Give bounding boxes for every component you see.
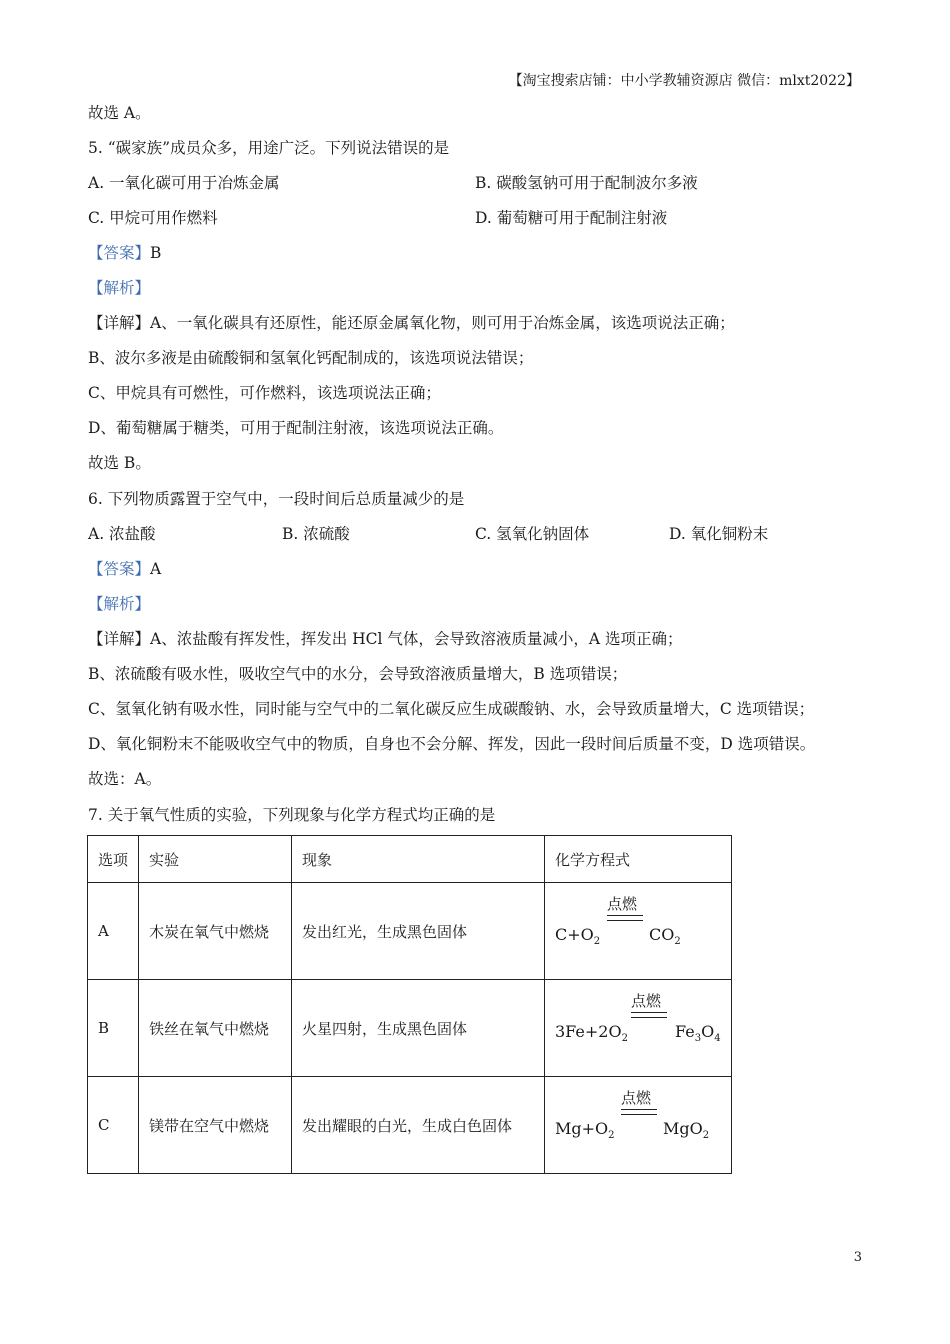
- answer-label: 【答案】: [88, 560, 151, 578]
- option-cell: C: [88, 1077, 139, 1174]
- q5-option-a: A. 一氧化碳可用于冶炼金属: [88, 174, 280, 192]
- table-header-row: [88, 836, 732, 883]
- equals-sign: [631, 1012, 667, 1018]
- table-row: [88, 980, 732, 1077]
- header-cell: 选项: [88, 836, 139, 883]
- q6-detail-2: B、浓硫酸有吸水性，吸收空气中的水分，会导致溶液质量增大，B 选项错误；: [88, 665, 628, 683]
- q6-detail-4: D、氧化铜粉末不能吸收空气中的物质，自身也不会分解、挥发，因此一段时间后质量不变，D 选项错误。: [88, 735, 816, 753]
- q5-detail-4: D、葡萄糖属于糖类，可用于配制注射液，该选项说法正确。: [88, 419, 504, 437]
- header-cell: 实验: [139, 836, 292, 883]
- phenomenon-cell: 发出耀眼的白光，生成白色固体: [292, 1077, 545, 1174]
- q6-answer: [88, 557, 161, 579]
- equals-sign: [621, 1109, 657, 1115]
- q6-detail-3: C、氢氧化钠有吸水性，同时能与空气中的二氧化碳反应生成碳酸钠、水，会导致质量增大，C 选项错误；: [88, 700, 815, 718]
- answer-label: 【答案】: [88, 244, 151, 262]
- q5-option-c: C. 甲烷可用作燃料: [88, 209, 218, 227]
- q5-detail-1: [88, 311, 735, 333]
- page-header: 【淘宝搜索店铺：中小学教辅资源店 微信：mlxt2022】: [508, 73, 860, 89]
- answer-value: A: [150, 560, 162, 578]
- reactants: $Mg+O_2$: [555, 1119, 615, 1142]
- detail-text: A、浓盐酸有挥发性，挥发出 HCl 气体，会导致溶液质量减小，A 选项正确；: [150, 630, 683, 648]
- q5-option-d: D. 葡萄糖可用于配制注射液: [475, 209, 668, 227]
- detail-label: 【详解】: [88, 630, 151, 648]
- reaction-condition: 点燃: [607, 895, 638, 913]
- q6-option-d: D. 氧化铜粉末: [669, 525, 769, 543]
- option-cell: A: [88, 883, 139, 980]
- option-cell: B: [88, 980, 139, 1077]
- analysis-label: 【解析】: [88, 279, 151, 297]
- q5-detail-2: B、波尔多液是由硫酸铜和氢氧化钙配制成的，该选项说法错误；: [88, 349, 534, 367]
- reactants: $C+O_2$: [555, 925, 601, 948]
- q7-options-table: [87, 835, 732, 1174]
- q6-detail-1: [88, 627, 683, 649]
- reaction-condition: 点燃: [631, 992, 662, 1010]
- products: $CO_2$: [649, 925, 681, 948]
- q5-option-b: B. 碳酸氢钠可用于配制波尔多液: [475, 174, 698, 192]
- header-cell: 化学方程式: [545, 836, 732, 883]
- header-cell: 现象: [292, 836, 545, 883]
- experiment-cell: 铁丝在氧气中燃烧: [139, 980, 292, 1077]
- q6-option-b: B. 浓硫酸: [282, 525, 350, 543]
- equation-cell: [545, 980, 732, 1077]
- experiment-cell: 木炭在氧气中燃烧: [139, 883, 292, 980]
- reactants: $3Fe+2O_2$: [555, 1022, 628, 1045]
- q5-answer: [88, 241, 161, 263]
- phenomenon-cell: 发出红光，生成黑色固体: [292, 883, 545, 980]
- equals-sign: [607, 915, 643, 921]
- question-5: 5. “碳家族”成员众多，用途广泛。下列说法错误的是: [88, 139, 450, 157]
- phenomenon-cell: 火星四射，生成黑色固体: [292, 980, 545, 1077]
- table-row: [88, 883, 732, 980]
- question-7: 7. 关于氧气性质的实验，下列现象与化学方程式均正确的是: [88, 806, 496, 824]
- detail-label: 【详解】: [88, 314, 151, 332]
- detail-text: A、一氧化碳具有还原性，能还原金属氧化物，则可用于冶炼金属，该选项说法正确；: [150, 314, 735, 332]
- reaction-condition: 点燃: [621, 1089, 652, 1107]
- q6-conclusion: 故选：A。: [88, 770, 162, 788]
- products: MgO$_2$: [663, 1119, 710, 1142]
- q5-conclusion: 故选 B。: [88, 454, 151, 472]
- equation-cell: [545, 1077, 732, 1174]
- q6-option-c: C. 氢氧化钠固体: [475, 525, 590, 543]
- equation-cell: [545, 883, 732, 980]
- page-number: 3: [853, 1250, 862, 1265]
- products: $Fe_3O_4$: [675, 1022, 721, 1045]
- text-line: 故选 A。: [88, 104, 151, 122]
- q6-option-a: A. 浓盐酸: [88, 525, 156, 543]
- question-6: 6. 下列物质露置于空气中，一段时间后总质量减少的是: [88, 490, 465, 508]
- table-row: [88, 1077, 732, 1174]
- answer-value: B: [150, 244, 162, 262]
- experiment-cell: 镁带在空气中燃烧: [139, 1077, 292, 1174]
- analysis-label: 【解析】: [88, 595, 151, 613]
- q5-detail-3: C、甲烷具有可燃性，可作燃料，该选项说法正确；: [88, 384, 441, 402]
